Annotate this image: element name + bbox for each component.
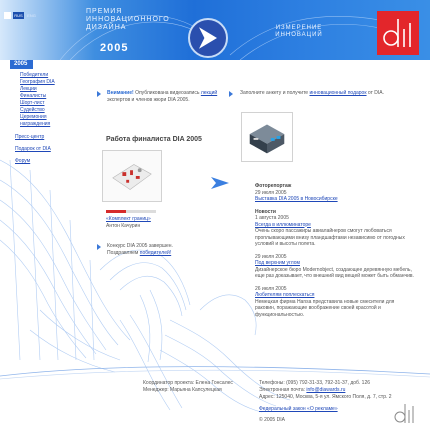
lectures-notice xyxy=(107,90,222,103)
award-year: 2005 xyxy=(100,42,129,54)
finalist-author: Антон Качурин xyxy=(106,223,141,229)
advertising-law-link[interactable]: Федеральный закон «О рекламе» xyxy=(259,406,338,412)
footer-wave-decoration xyxy=(0,362,430,382)
contest-text: Конкурс DIA 2005 завершен. Поздравляем xyxy=(107,243,173,256)
survey-text-post: от DIA. xyxy=(367,90,384,96)
news-date: 29 июля 2005 xyxy=(255,253,287,260)
news-text: Немецкая фирма Hansa представила новые смесители для раковин, поражающие воображение своей красотой и функциональностью. xyxy=(255,298,395,318)
news-date: 26 июля 2005 xyxy=(255,285,287,292)
measure-tagline: ИЗМЕРЕНИЕ ИННОВАЦИЙ xyxy=(275,25,323,38)
survey-notice xyxy=(240,90,415,97)
sidebar-item-finalists[interactable]: Финалисты xyxy=(20,93,47,99)
news-date: 1 августа 2005 xyxy=(255,215,289,221)
copyright-text: © 2005 DIA xyxy=(259,417,285,423)
sidebar-item-geography[interactable]: География DIA xyxy=(20,79,55,85)
bullet-arrow-icon xyxy=(97,91,101,97)
news-item xyxy=(255,286,415,319)
notice-text-pre: Опубликована видеозапись xyxy=(135,90,200,96)
sidebar-item-press[interactable]: Пресс-центр xyxy=(15,134,45,140)
photo-report xyxy=(255,183,415,203)
sidebar-item-judging[interactable]: Судейство xyxy=(20,107,45,113)
notice-text-post: экспертов и членов жюри DIA 2005. xyxy=(107,96,190,103)
gift-link[interactable]: инновационный подарок xyxy=(309,90,367,96)
dia-footer-logo-icon xyxy=(392,400,418,426)
sidebar-subnav xyxy=(20,72,85,128)
sidebar-item-ceremony[interactable]: Церемония награждения xyxy=(20,114,51,127)
manager-text: Менеджер: Марьяна Капсулецкая xyxy=(143,387,222,393)
photo-report-link[interactable]: Выставка DIA 2005 в Новосибирске xyxy=(255,196,338,202)
news-title-link[interactable]: Под верхним углом xyxy=(255,260,300,266)
gift-product-image[interactable] xyxy=(241,112,293,162)
finalist-heading: Работа финалиста DIA 2005 xyxy=(106,136,202,143)
finalist-work-link[interactable]: «Комплект границ» xyxy=(106,216,151,222)
sidebar-topnav xyxy=(15,134,85,164)
email-line xyxy=(259,387,419,394)
language-switcher xyxy=(4,12,37,19)
dia-logo-icon[interactable] xyxy=(377,11,419,55)
phones-text: Телефоны: (095) 792-31-33, 792-31-37, доб. 126 xyxy=(259,380,371,386)
footer-coordinators xyxy=(143,380,233,394)
survey-text-pre: Заполните анкету и получите xyxy=(240,90,309,96)
contest-finished-notice xyxy=(107,243,197,256)
sidebar-item-gift[interactable]: Подарок от DIA xyxy=(15,146,51,152)
site-header xyxy=(0,0,430,60)
bullet-arrow-icon xyxy=(229,91,233,97)
news-column xyxy=(255,183,415,324)
winners-link[interactable]: победителей! xyxy=(139,249,172,256)
award-title: ПРЕМИЯ ИННОВАЦИОННОГО ДИЗАЙНА xyxy=(86,8,170,31)
sidebar-item-shortlist[interactable]: Шорт-лист xyxy=(20,100,45,106)
photo-report-heading: Фоторепортаж xyxy=(255,183,292,189)
news-item xyxy=(255,254,415,280)
lang-rus-button[interactable]: RUS xyxy=(14,13,23,18)
finalist-slide-progress xyxy=(106,210,156,213)
year-current-2005[interactable]: 2005 xyxy=(10,60,33,69)
big-arrow-icon xyxy=(209,175,231,191)
address-text: Адрес: 125040, Москва, 5-я ул. Ямского Поля, д. 7, стр. 2 xyxy=(259,394,392,400)
photo-report-date: 29 июля 2005 xyxy=(255,189,287,196)
news-text: Дизайнерское бюро Modernobject, создающее деревянную мебель, еще раз доказывает, что внешний вид вещей может быть обманчив. xyxy=(255,266,414,279)
finalist-work-image[interactable] xyxy=(102,150,162,202)
lectures-link[interactable]: лекций xyxy=(200,90,218,96)
home-icon[interactable] xyxy=(4,12,11,19)
email-label: Электронная почта: xyxy=(259,387,306,393)
lang-eng-button[interactable]: ENG xyxy=(27,13,36,18)
sidebar-item-forum[interactable]: Форум xyxy=(15,158,31,164)
bullet-arrow-icon xyxy=(97,244,101,250)
news-text: Очень скоро пассажиры авиалайнеров смогут любоваться проплывающими внизу пландшафтами независимо от погодных условий и высоты полета. xyxy=(255,228,405,247)
news-item xyxy=(255,215,415,248)
sidebar-nav xyxy=(15,72,85,164)
notice-label: Внимание! xyxy=(107,90,134,96)
coordinator-text: Координатор проекта: Елена Гонсалес xyxy=(143,380,233,386)
sidebar-item-lectures[interactable]: Лекции xyxy=(20,86,37,92)
email-link[interactable]: info@diawards.ru xyxy=(306,387,346,393)
news-title-link[interactable]: Любителям поплескаться xyxy=(255,292,315,298)
sidebar-item-winners[interactable]: Победители xyxy=(20,72,49,78)
arrow-logo-icon[interactable] xyxy=(188,18,228,58)
progress-fill xyxy=(106,210,126,213)
news-title-link[interactable]: Всегда в иллюминаторе xyxy=(255,221,311,228)
news-heading: Новости xyxy=(255,208,276,215)
